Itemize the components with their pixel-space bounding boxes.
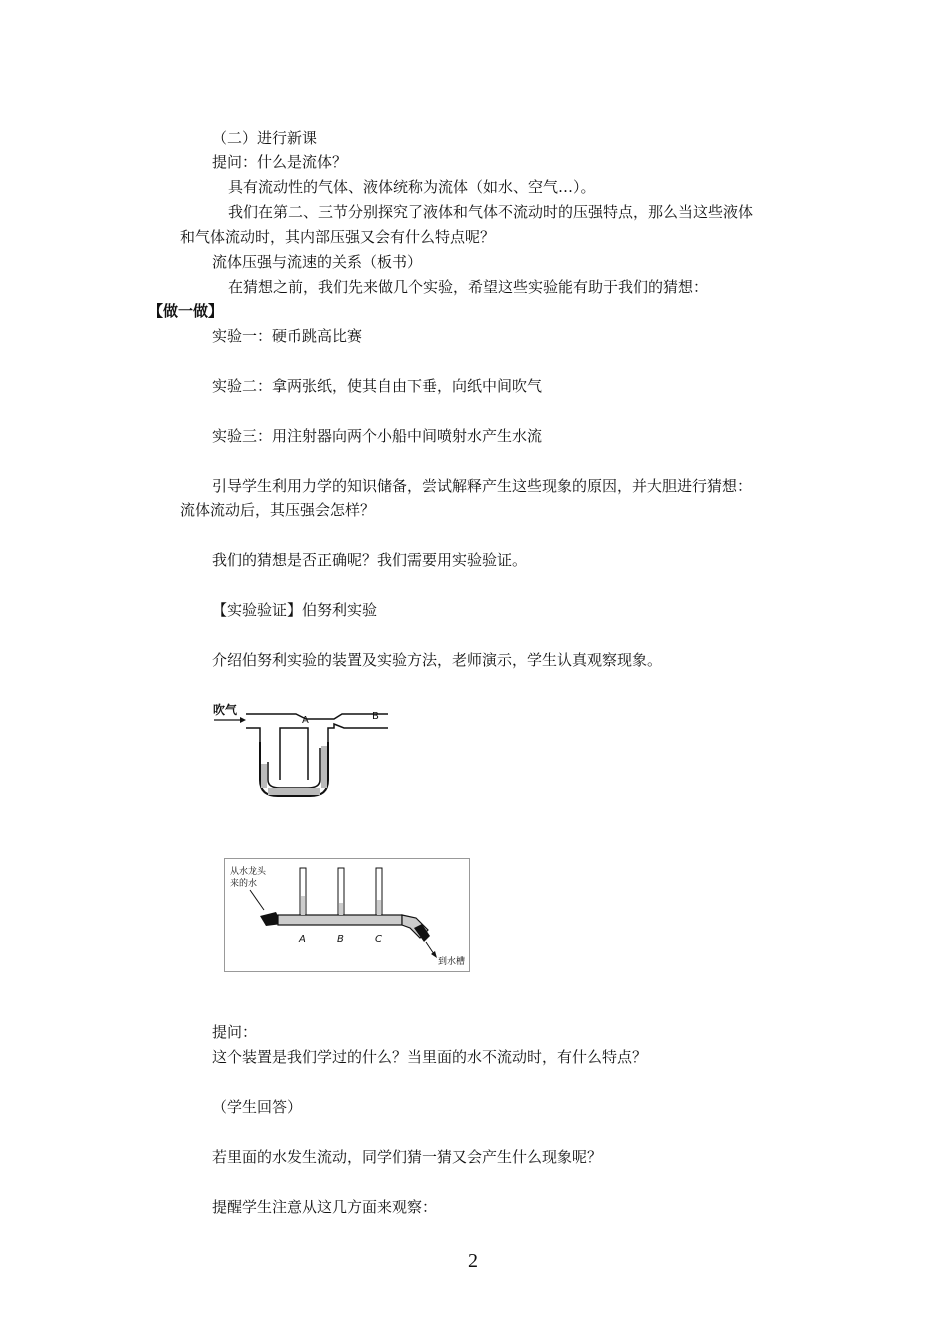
water-column-a [301, 896, 305, 915]
point-b-label: B [337, 934, 344, 945]
paragraph-line: 具有流动性的气体、液体统称为流体（如水、空气…）。 [228, 178, 596, 196]
outlet-arrowhead [431, 951, 437, 958]
blow-label: 吹气 [213, 703, 238, 717]
paragraph-line: 流体流动后，其压强会怎样？ [180, 501, 376, 519]
page-number: 2 [468, 1250, 478, 1272]
paragraph-line: （学生回答） [212, 1098, 303, 1116]
water-column-c [377, 900, 381, 915]
inlet-label-line-1: 从水龙头 [230, 867, 267, 877]
liquid-left [261, 764, 267, 788]
paragraph-line: 和气体流动时，其内部压强又会有什么特点呢？ [180, 228, 496, 246]
point-b-label: B [372, 711, 379, 722]
u-tube-inner [268, 748, 320, 788]
paragraph-line: 在猜想之前，我们先来做几个实验，希望这些实验能有助于我们的猜想： [228, 278, 709, 296]
water-column-b [339, 903, 343, 915]
blow-arrowhead [240, 717, 246, 723]
figure-air-tube [210, 698, 400, 802]
experiment-2: 实验二：拿两张纸，使其自由下垂，向纸中间吹气 [212, 377, 543, 395]
experiment-1: 实验一：硬币跳高比赛 [212, 327, 363, 345]
paragraph-line: 提问： [212, 1023, 258, 1041]
paragraph-line: 引导学生利用力学的知识储备，尝试解释产生这些现象的原因，并大胆进行猜想： [212, 477, 753, 495]
paragraph-line: 流体压强与流速的关系（板书） [212, 253, 423, 271]
liquid-right [321, 746, 327, 788]
experiment-3: 实验三：用注射器向两个小船中间喷射水产生水流 [212, 427, 543, 445]
paragraph-line: 介绍伯努利实验的装置及实验方法，老师演示，学生认真观察现象。 [212, 651, 663, 669]
liquid-bottom [268, 788, 320, 795]
paragraph-line: 提问：什么是流体？ [212, 153, 348, 171]
outlet-label: 到水槽 [438, 957, 466, 967]
point-a-label: A [299, 934, 306, 945]
paragraph-line: 这个装置是我们学过的什么？当里面的水不流动时，有什么特点？ [212, 1048, 648, 1066]
horizontal-pipe [278, 915, 402, 925]
inlet-pointer [250, 890, 264, 910]
tube-top-wall [246, 714, 388, 719]
verification-heading: 【实验验证】伯努利实验 [212, 601, 378, 619]
paragraph-line: 提醒学生注意从这几方面来观察： [212, 1198, 438, 1216]
inlet-label-line-2: 来的水 [230, 879, 258, 889]
paragraph-line: 我们的猜想是否正确呢？我们需要用实验验证。 [212, 551, 528, 569]
section-heading: （二）进行新课 [212, 129, 318, 147]
point-a-label: A [302, 715, 309, 726]
activity-heading: 【做一做】 [148, 302, 224, 320]
point-c-label: C [375, 934, 382, 945]
paragraph-line: 我们在第二、三节分别探究了液体和气体不流动时的压强特点，那么当这些液体 [228, 203, 754, 221]
figure-water-pipe [224, 858, 470, 972]
paragraph-line: 若里面的水发生流动，同学们猜一猜又会产生什么现象呢？ [212, 1148, 603, 1166]
outlet-arrow-line [426, 942, 434, 954]
